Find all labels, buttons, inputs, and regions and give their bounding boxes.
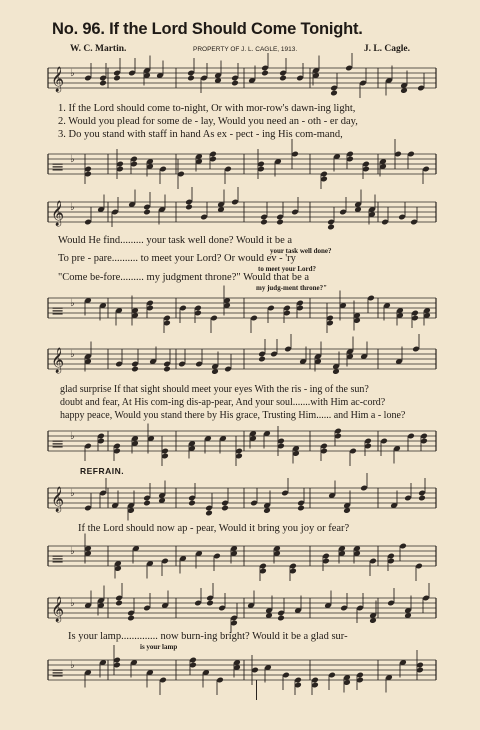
svg-text:♭: ♭ [70, 349, 75, 360]
hymn-title: No. 96. If the Lord Should Come Tonight. [52, 20, 363, 38]
svg-text:≡: ≡ [51, 157, 65, 176]
echo-text-3: my judg-ment throne?" [256, 284, 328, 292]
staff-bass-1 [48, 148, 436, 188]
svg-text:𝄞: 𝄞 [51, 348, 65, 373]
verse-line-3-3: happy peace, Would you stand there by His grace, Trusting Him...... and Him a - lone? [60, 410, 406, 421]
refrain-line-1: If the Lord should now ap - pear, Would it bring you joy or fear? [78, 523, 350, 534]
verse-line-1-2: 2. Would you plead for some de - lay, Would you need an - oth - er day, [58, 116, 358, 127]
verse-line-3-2: doubt and fear, At His com-ing dis-ap-pear, And your soul.......with Him ac-cord? [60, 397, 386, 408]
staff-treble-3 [48, 343, 436, 383]
svg-text:♭: ♭ [70, 68, 75, 79]
svg-text:♭: ♭ [70, 598, 75, 609]
staff-bass-2 [48, 292, 436, 332]
verse-line-2-3: "Come be-fore......... my judgment throne?" Would that be a [58, 272, 310, 283]
svg-text:♭: ♭ [70, 202, 75, 213]
staff-bass-5 [48, 654, 436, 684]
echo-text-4: is your lamp [140, 643, 178, 651]
svg-text:♭: ♭ [70, 546, 75, 557]
svg-text:𝄞: 𝄞 [51, 597, 65, 622]
svg-text:♭: ♭ [70, 154, 75, 165]
composer: J. L. Cagle. [363, 44, 410, 54]
echo-text-1: your task well done? [270, 247, 332, 255]
hymn-credits [70, 44, 410, 54]
svg-text:♭: ♭ [70, 431, 75, 442]
svg-text:≡: ≡ [51, 549, 65, 568]
verse-line-3-1: glad surprise If that sight should meet your eyes With the ris - ing of the sun? [60, 384, 369, 395]
staff-treble-5 [48, 592, 436, 632]
verse-line-2-2: To pre - pare.......... to meet your Lord? Or would ev - 'ry [58, 253, 296, 264]
verse-line-1-3: 3. Do you stand with staff in hand As ex - pect - ing His com-mand, [58, 129, 343, 140]
lyricist: W. C. Martin. [70, 44, 127, 54]
echo-text-2: to meet your Lord? [258, 265, 316, 273]
refrain-label: REFRAIN. [80, 466, 125, 476]
svg-text:𝄞: 𝄞 [51, 487, 65, 512]
verse-line-1-1: 1. If the Lord should come to-night, Or with mor-row's dawn-ing light, [58, 103, 356, 114]
svg-text:♭: ♭ [70, 298, 75, 309]
verse-line-2-1: Would He find......... your task well done? Would it be a [58, 235, 293, 246]
staff-bass-3 [48, 425, 436, 465]
svg-text:♭: ♭ [70, 488, 75, 499]
staff-treble-4 [48, 482, 436, 522]
page-fold-mark [256, 680, 257, 700]
copyright-notice: PROPERTY OF J. L. CAGLE, 1913. [193, 46, 298, 53]
svg-text:≡: ≡ [51, 434, 65, 453]
staff-treble-2 [48, 196, 436, 236]
svg-text:≡: ≡ [51, 663, 65, 682]
svg-text:♭: ♭ [70, 660, 75, 671]
staff-treble-1 [48, 62, 436, 102]
staff-bass-4 [48, 540, 436, 580]
refrain-line-2: Is your lamp.............. now burn-ing bright? Would it be a glad sur- [68, 631, 348, 642]
svg-text:≡: ≡ [51, 301, 65, 320]
svg-text:𝄞: 𝄞 [51, 67, 65, 92]
svg-text:𝄞: 𝄞 [51, 201, 65, 226]
